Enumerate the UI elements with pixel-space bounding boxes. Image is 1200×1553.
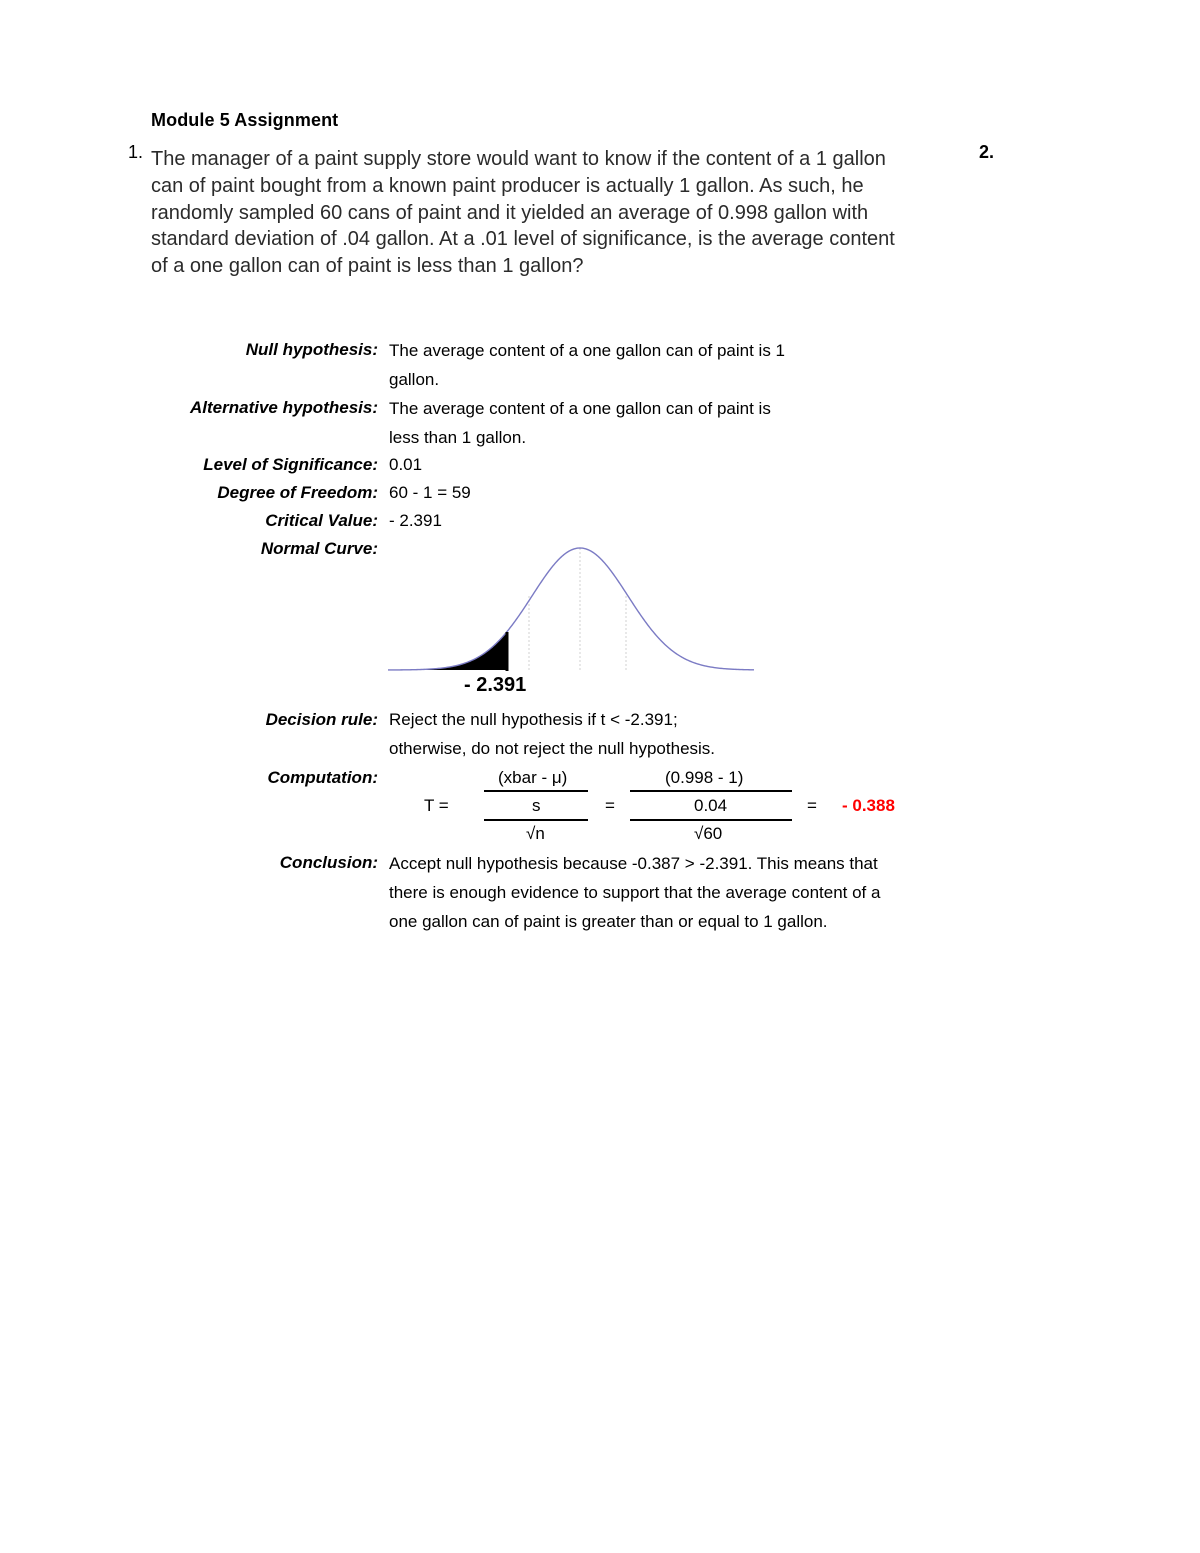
values-numerator: (0.998 - 1) bbox=[665, 768, 744, 787]
degree-of-freedom-value: 60 - 1 = 59 bbox=[389, 483, 471, 502]
critical-value-label: Critical Value: bbox=[265, 511, 378, 530]
equals-sign: = bbox=[605, 796, 615, 815]
curve-critical-value-label: - 2.391 bbox=[464, 674, 527, 696]
null-hypothesis-label: Null hypothesis: bbox=[245, 340, 378, 359]
alternative-hypothesis-value: The average content of a one gallon can of paint is less than 1 gallon. bbox=[389, 399, 771, 447]
level-of-significance-value: 0.01 bbox=[389, 455, 423, 474]
values-sqrt-60: √60 bbox=[694, 824, 723, 843]
decision-rule-label: Decision rule: bbox=[265, 710, 378, 729]
computation-label: Computation: bbox=[267, 768, 378, 787]
question-number-1: 1. bbox=[128, 142, 144, 162]
bell-curve bbox=[388, 548, 754, 670]
degree-of-freedom-label: Degree of Freedom: bbox=[217, 483, 378, 502]
fraction-bar bbox=[484, 819, 588, 821]
formula-sqrt-n: √n bbox=[526, 824, 545, 843]
question-text: The manager of a paint supply store would want to know if the content of a 1 gallon can of paint bought from a known paint producer is actually 1 gallon. As such, he randomly sampled 60 cans of paint and it yielded an average of 0.998 gallon with standard deviation of .04 gallon. At a .01 level of significance, is the average content of a one gallon can of paint is less than 1 gallon? bbox=[151, 148, 895, 278]
normal-curve-label: Normal Curve: bbox=[260, 539, 378, 558]
t-statistic-label: T = bbox=[424, 796, 449, 815]
fraction-bar bbox=[484, 790, 588, 792]
normal-curve-graph bbox=[386, 540, 758, 676]
level-of-significance-label: Level of Significance: bbox=[203, 455, 378, 474]
conclusion-label: Conclusion: bbox=[279, 853, 378, 872]
conclusion-value: Accept null hypothesis because -0.387 > -2.391. This means that there is enough evidence to support that the average content of a one gallon can of paint is greater than or equal to 1 gallon. bbox=[389, 854, 881, 931]
decision-rule-line-2: otherwise, do not reject the null hypothesis. bbox=[389, 739, 716, 758]
null-hypothesis-value: The average content of a one gallon can of paint is 1 gallon. bbox=[389, 341, 785, 389]
document-title: Module 5 Assignment bbox=[151, 110, 339, 130]
formula-s: s bbox=[532, 796, 541, 815]
critical-value-value: - 2.391 bbox=[389, 511, 442, 530]
decision-rule-line-1: Reject the null hypothesis if t < -2.391; bbox=[389, 710, 678, 729]
t-statistic-result: - 0.388 bbox=[842, 796, 895, 815]
rejection-region bbox=[388, 632, 507, 670]
question-number-2: 2. bbox=[979, 142, 995, 162]
formula-numerator: (xbar - μ) bbox=[498, 768, 568, 787]
equals-sign: = bbox=[807, 796, 817, 815]
values-sd: 0.04 bbox=[694, 796, 728, 815]
fraction-bar bbox=[630, 790, 792, 792]
fraction-bar bbox=[630, 819, 792, 821]
alternative-hypothesis-label: Alternative hypothesis: bbox=[190, 398, 378, 417]
